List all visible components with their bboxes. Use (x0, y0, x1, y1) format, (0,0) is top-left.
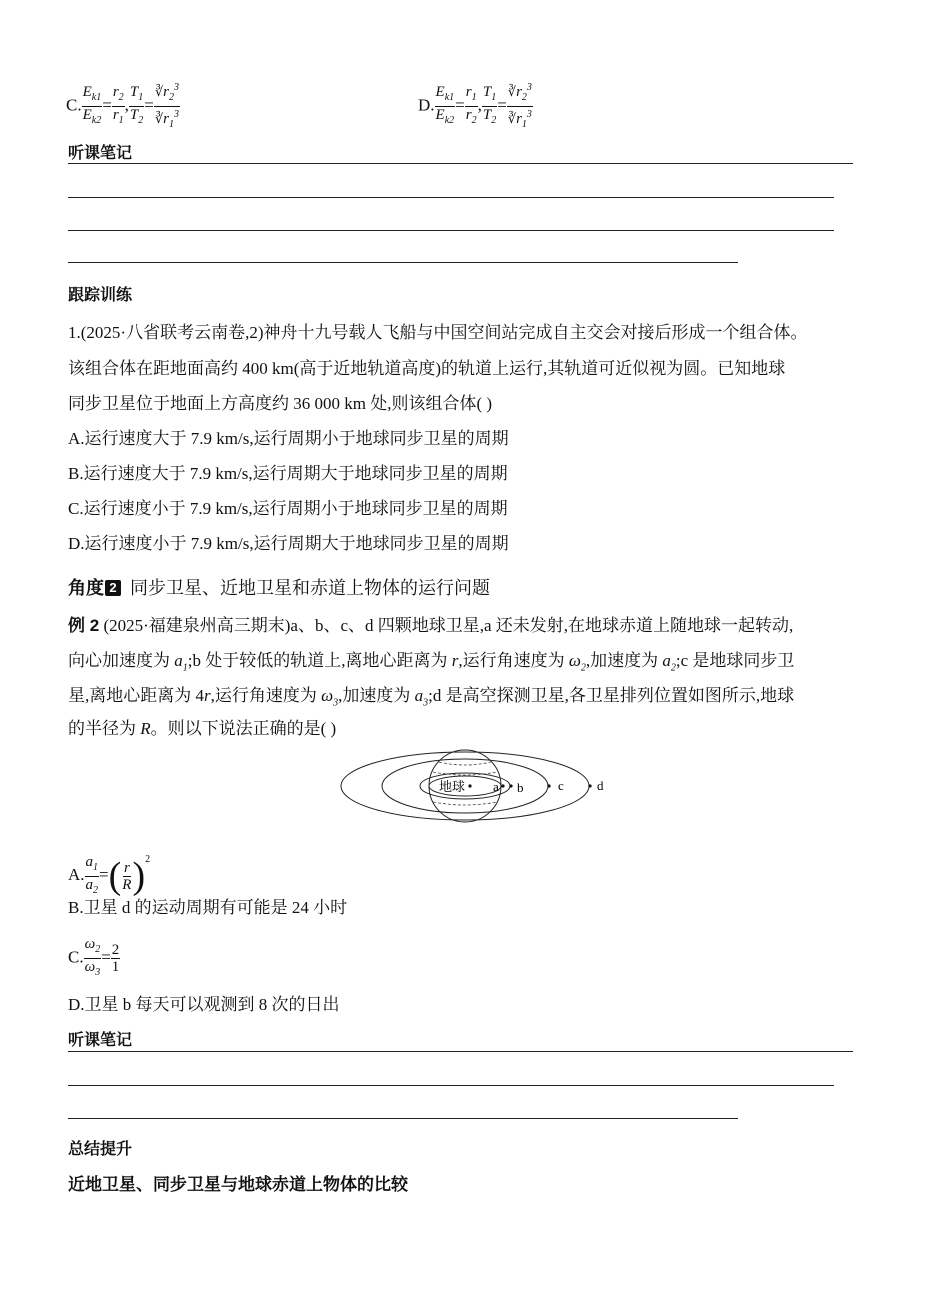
earth-label: 地球 (439, 779, 466, 794)
summary-heading: 总结提升 (68, 1141, 133, 1158)
angle2-title: 同步卫星、近地卫星和赤道上物体的运行问题 (130, 578, 491, 598)
option-c-top: C. $\frac{E_{k1}}{E_{k2}}$ = $\frac{r_2}{r_1}$ , $\frac{T_1}{T_2}$ = $\frac{∛r_2^3}{∛r_1^3}$ (66, 80, 180, 133)
notes-line-1b[interactable] (68, 230, 834, 231)
fraction-r-R: $\frac{r}{R}$ (122, 859, 132, 893)
label-d: d (597, 778, 604, 793)
ex2-line4: 的半径为 R。则以下说法正确的是( ) (68, 719, 337, 738)
angle2-heading (68, 577, 490, 599)
satellite-a-dot (501, 784, 504, 787)
satellite-c-dot (547, 784, 550, 787)
label-b: b (517, 780, 524, 795)
option-c-prefix: C. (66, 95, 82, 115)
fraction-root-r2-r1: $\frac{∛r_2^3}{∛r_1^3}$ (154, 82, 179, 130)
fraction-w2-w3: $\frac{\omega_2}{\omega_3}$ (84, 936, 101, 978)
ex2-option-c[interactable]: C. $\frac{\omega_2}{\omega_3}$ = $\frac{2}{1}$ (68, 936, 120, 981)
notes-line-1c[interactable] (68, 262, 738, 263)
ex2-option-b[interactable]: B.卫星 d 的运动周期有可能是 24 小时 (68, 898, 348, 917)
notes-label-1: 听课笔记 (68, 145, 133, 162)
ex2-line3: 星,离地心距离为 4r,运行角速度为 $\omega_3$,加速度为 $a_3;d$ 是高空探测卫星,各卫星排列位置如图所示,地球 (68, 686, 795, 709)
q1-line2: 该组合体在距地面高约 400 km(高于近地轨道高度)的轨道上运行,其轨道可近似视为圆。已知地球 (68, 359, 786, 378)
option-d-top: D. $\frac{E_{k1}}{E_{k2}}$ = $\frac{r_1}{r_2}$ , $\frac{T_1}{T_2}$ = $\frac{∛r_2^3}{∛r_1^3}$ (418, 80, 533, 133)
fraction-t1-t2: $\frac{T_1}{T_2}$ (129, 84, 144, 126)
ex2-option-a[interactable]: A. $\frac{a_1}{a_2}$ =( $\frac{r}{R}$ )$^2$ (68, 853, 151, 898)
earth-latitude-lower (433, 802, 497, 805)
option-d-prefix: D. (418, 95, 435, 115)
label-a: a (493, 779, 499, 794)
fraction-r1-r2: $\frac{r_1}{r_2}$ (465, 84, 477, 126)
fraction-a1-a2: $\frac{a_1}{a_2}$ (85, 853, 99, 896)
fraction-2-1: $\frac{2}{1}$ (111, 942, 120, 975)
satellite-b-dot (509, 784, 512, 787)
q1-option-c[interactable]: C.运行速度小于 7.9 km/s,运行周期小于地球同步卫星的周期 (68, 499, 508, 518)
q1-option-d[interactable]: D.运行速度小于 7.9 km/s,运行周期大于地球同步卫星的周期 (68, 534, 509, 553)
ex2-option-d[interactable]: D.卫星 b 每天可以观测到 8 次的日出 (68, 995, 340, 1014)
earth-center-dot (468, 784, 471, 787)
angle2-number-badge: 2 (105, 580, 121, 596)
fraction-ek1-ek2: $\frac{E_{k1}}{E_{k2}}$ (82, 84, 102, 126)
ex2-label: 例 2 (68, 616, 100, 635)
fraction-ek1-ek2-d: $\frac{E_{k1}}{E_{k2}}$ (435, 84, 455, 126)
notes-line-1a[interactable] (68, 197, 834, 198)
angle2-prefix: 角度 (68, 578, 104, 598)
follow-heading: 跟踪训练 (68, 287, 133, 304)
notes-label-2: 听课笔记 (68, 1032, 133, 1049)
earth-latitude-upper2 (439, 762, 491, 765)
notes-underline-1 (68, 163, 853, 164)
notes-line-2b[interactable] (68, 1118, 738, 1119)
fraction-root-r2-r1-d: $\frac{∛r_2^3}{∛r_1^3}$ (507, 82, 532, 130)
q1-option-b[interactable]: B.运行速度大于 7.9 km/s,运行周期大于地球同步卫星的周期 (68, 464, 508, 483)
satellite-d-dot (588, 784, 591, 787)
notes-underline-2 (68, 1051, 853, 1052)
ex2-line1: 例 2 (2025·福建泉州高三期末)a、b、c、d 四颗地球卫星,a 还未发射,在地球赤道上随地球一起转动, (68, 616, 794, 635)
q1-line3: 同步卫星位于地面上方高度约 36 000 km 处,则该组合体( ) (68, 394, 493, 413)
summary-subheading: 近地卫星、同步卫星与地球赤道上物体的比较 (68, 1175, 408, 1194)
ex2-line2: 向心加速度为 $a_1;b$ 处于较低的轨道上,离地心距离为 r,运行角速度为 $\omega_2$,加速度为 $a_2;c$ 是地球同步卫 (68, 651, 795, 674)
q1-line1: 1.(2025·八省联考云南卷,2)神舟十九号载人飞船与中国空间站完成自主交会对接后形成一个组合体。 (68, 323, 808, 342)
orbit-diagram (335, 748, 625, 826)
notes-line-2a[interactable] (68, 1085, 834, 1086)
label-c: c (558, 778, 564, 793)
fraction-t1-t2-d: $\frac{T_1}{T_2}$ (482, 84, 497, 126)
fraction-r2-r1: $\frac{r_2}{r_1}$ (112, 84, 124, 126)
q1-option-a[interactable]: A.运行速度大于 7.9 km/s,运行周期小于地球同步卫星的周期 (68, 429, 509, 448)
